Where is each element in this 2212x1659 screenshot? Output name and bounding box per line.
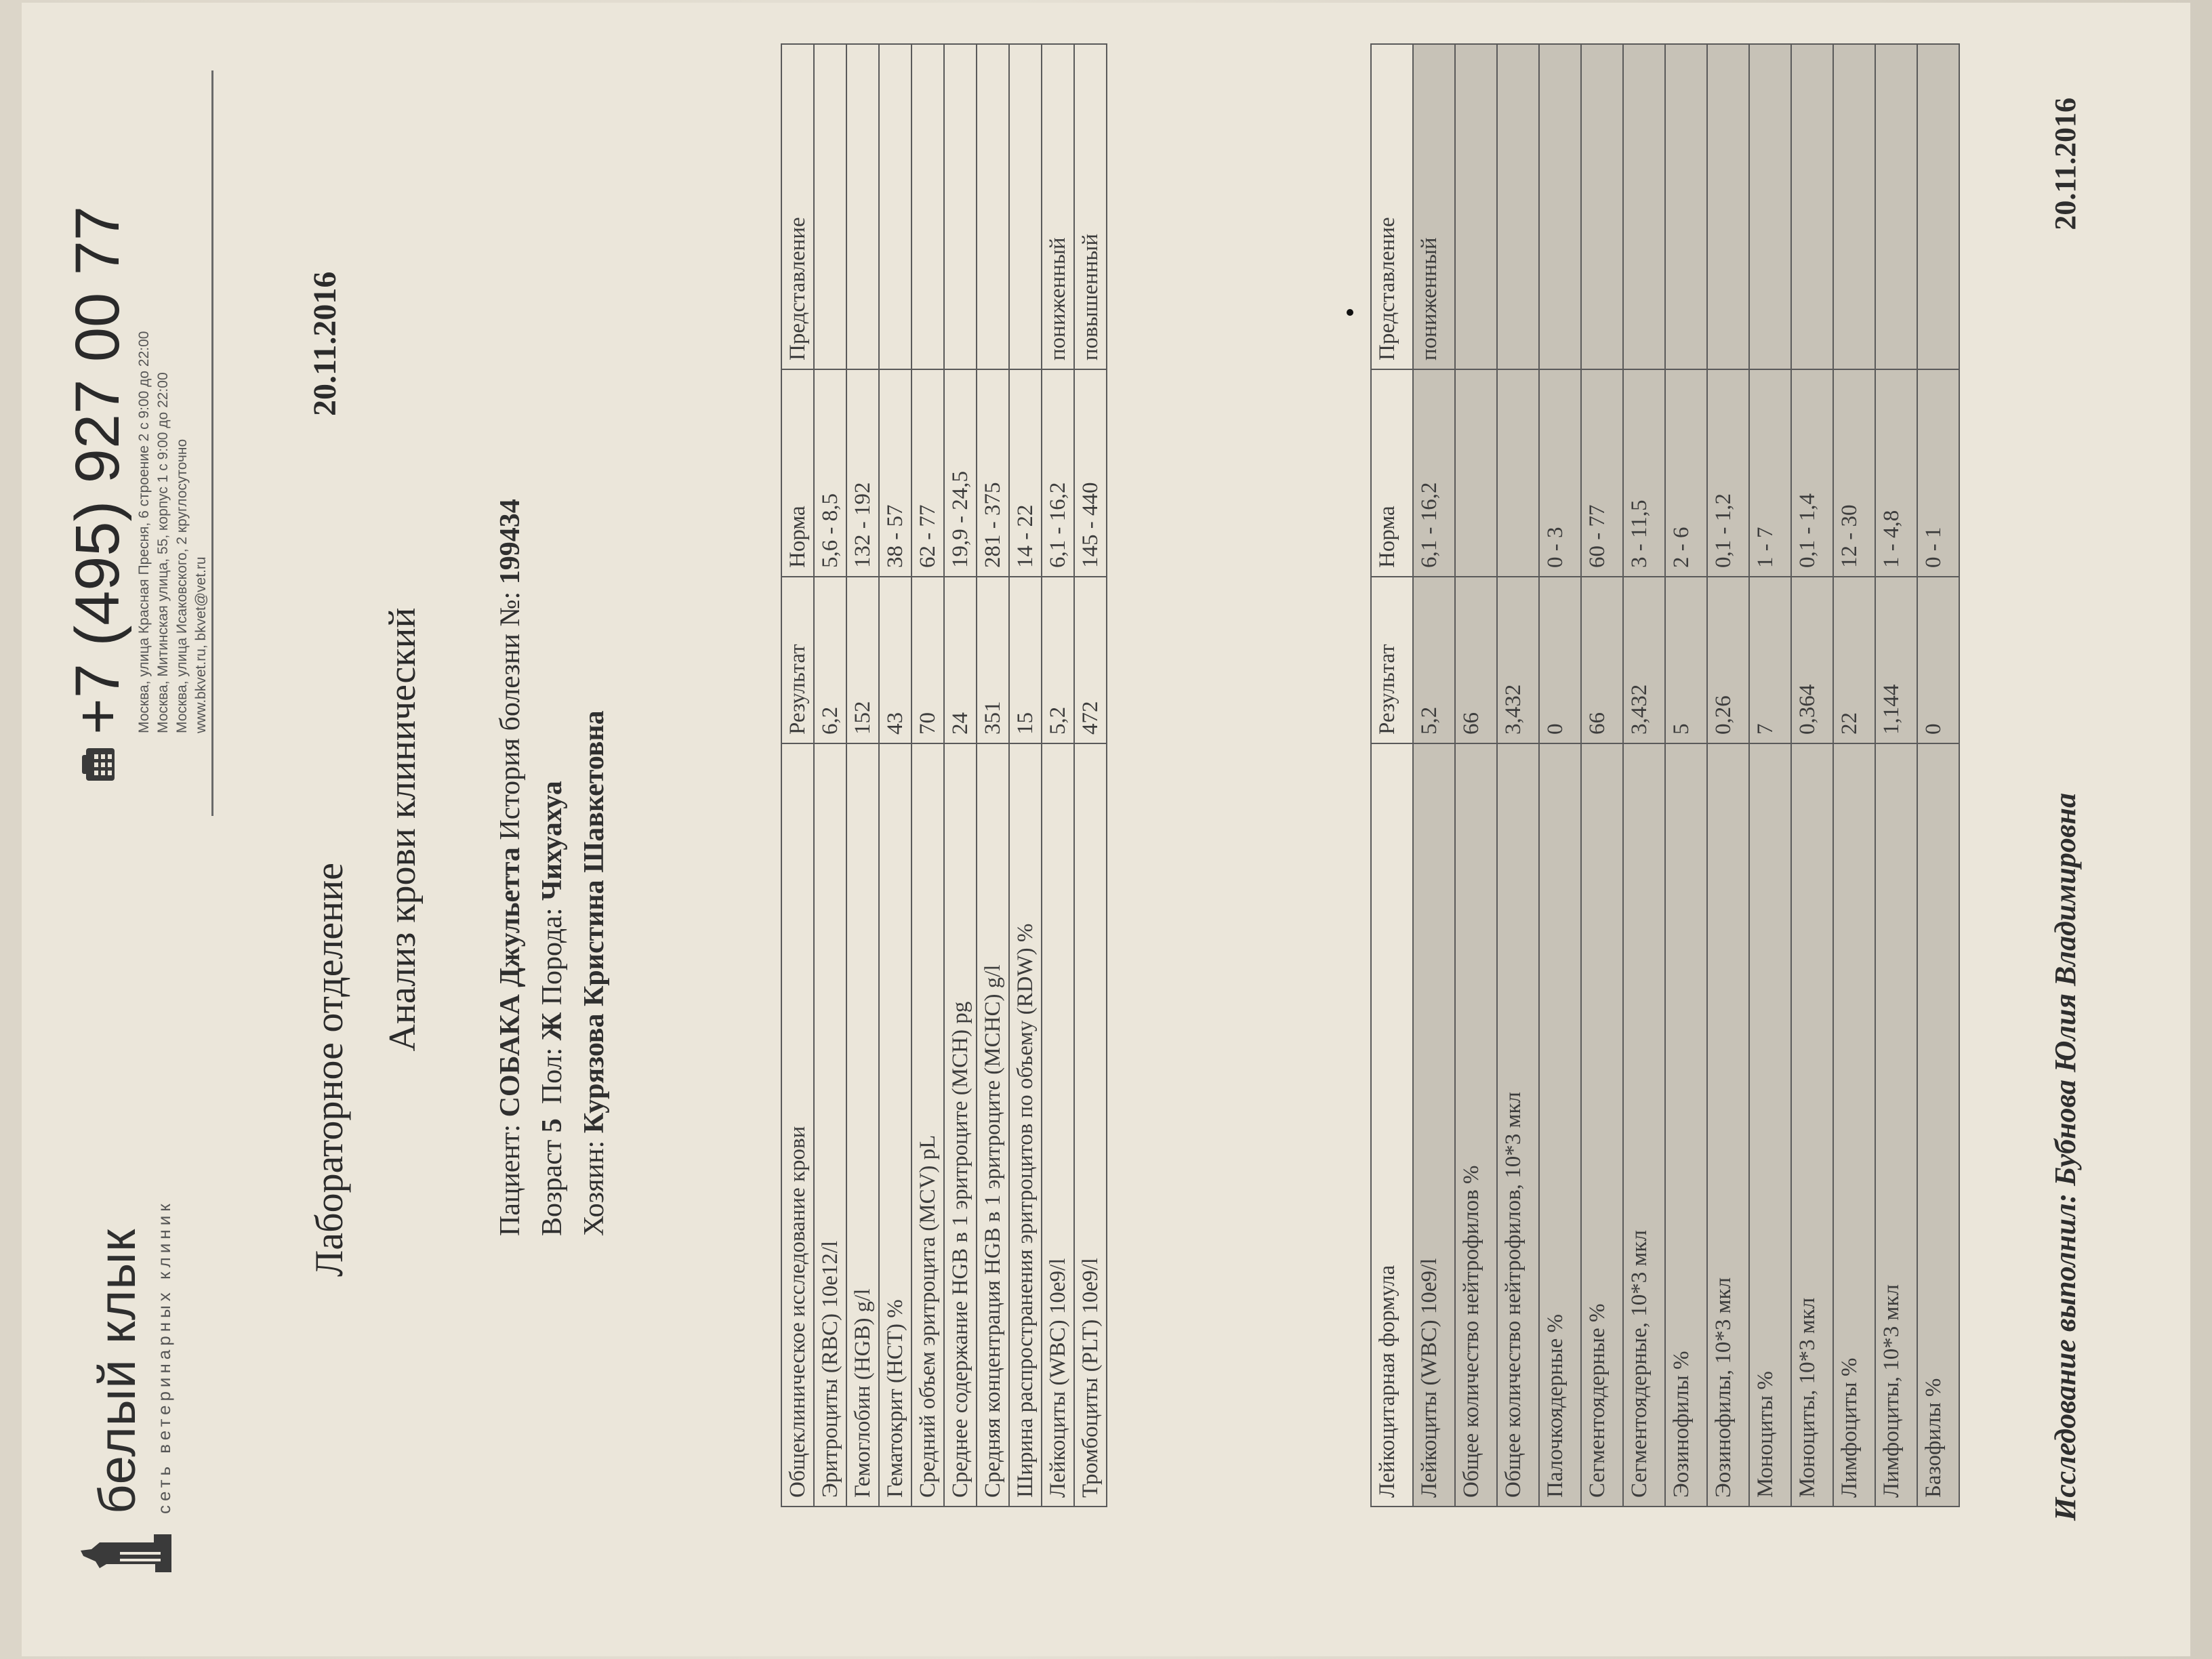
report-footer bbox=[2048, 98, 2102, 1521]
parameter-cell: Гематокрит (HCT) % bbox=[879, 743, 912, 1507]
status-cell bbox=[977, 44, 1009, 369]
norm-cell: 1 - 4,8 bbox=[1875, 369, 1917, 577]
table-row bbox=[1791, 44, 1833, 1507]
status-cell bbox=[1539, 44, 1581, 369]
column-header: Результат bbox=[781, 577, 814, 743]
result-cell: 3,432 bbox=[1623, 577, 1665, 743]
lab-report-sheet bbox=[22, 3, 2190, 1656]
column-header: Норма bbox=[781, 369, 814, 577]
owner-line bbox=[573, 499, 615, 1236]
parameter-cell: Тромбоциты (PLT) 10e9/l bbox=[1074, 743, 1107, 1507]
column-header: Результат bbox=[1371, 577, 1413, 743]
table-row bbox=[1623, 44, 1665, 1507]
address-line: Москва, Митинская улица, 55, корпус 1 с 9:00 до 22:00 bbox=[155, 372, 171, 733]
norm-cell: 14 - 22 bbox=[1009, 369, 1042, 577]
report-date: 20.11.2016 bbox=[307, 271, 343, 416]
table-row bbox=[1665, 44, 1707, 1507]
column-header: Представление bbox=[781, 44, 814, 369]
result-cell: 22 bbox=[1833, 577, 1875, 743]
norm-cell bbox=[1455, 369, 1497, 577]
norm-cell: 6,1 - 16,2 bbox=[1413, 369, 1455, 577]
performed-by: Исследование выполнил: Бубнова Юлия Владимировна bbox=[2049, 793, 2082, 1521]
status-cell bbox=[1791, 44, 1833, 369]
department-title: Лабораторное отделение bbox=[307, 863, 351, 1277]
result-cell: 66 bbox=[1455, 577, 1497, 743]
table-row bbox=[1833, 44, 1875, 1507]
patient-info bbox=[489, 499, 615, 1236]
parameter-cell: Моноциты, 10*3 мкл bbox=[1791, 743, 1833, 1507]
status-cell bbox=[1707, 44, 1749, 369]
result-cell: 0 bbox=[1539, 577, 1581, 743]
parameter-cell: Палочкоядерные % bbox=[1539, 743, 1581, 1507]
website-line: www.bkvet.ru, bkvet@vet.ru bbox=[193, 556, 209, 733]
result-cell: 66 bbox=[1581, 577, 1623, 743]
result-cell: 0,26 bbox=[1707, 577, 1749, 743]
norm-cell: 0,1 - 1,4 bbox=[1791, 369, 1833, 577]
table-row bbox=[1497, 44, 1539, 1507]
result-cell: 0 bbox=[1917, 577, 1959, 743]
table-row bbox=[1707, 44, 1749, 1507]
table-row bbox=[1749, 44, 1791, 1507]
brand-tagline: сеть ветеринарных клиник bbox=[154, 1200, 174, 1514]
status-cell bbox=[1875, 44, 1917, 369]
sex-value: Ж bbox=[537, 1012, 568, 1041]
status-cell bbox=[1665, 44, 1707, 369]
parameter-cell: Гемоглобин (HGB) g/l bbox=[846, 743, 879, 1507]
norm-cell: 3 - 11,5 bbox=[1623, 369, 1665, 577]
parameter-cell: Средняя концентрация HGB в 1 эритроците (MCHC) g/l bbox=[977, 743, 1009, 1507]
clinic-header bbox=[56, 91, 232, 1582]
norm-cell: 5,6 - 8,5 bbox=[814, 369, 846, 577]
norm-cell: 132 - 192 bbox=[846, 369, 879, 577]
result-cell: 24 bbox=[944, 577, 977, 743]
history-label: История болезни №: bbox=[495, 591, 526, 840]
address-line: Москва, улица Исаковского, 2 круглосуточно bbox=[174, 438, 190, 733]
status-cell: пониженный bbox=[1413, 44, 1455, 369]
owner-name: Курязова Кристина Шавкетовна bbox=[579, 710, 610, 1134]
parameter-cell: Лимфоциты % bbox=[1833, 743, 1875, 1507]
result-cell: 5 bbox=[1665, 577, 1707, 743]
status-cell bbox=[1497, 44, 1539, 369]
norm-cell: 281 - 375 bbox=[977, 369, 1009, 577]
table-row bbox=[1009, 44, 1042, 1507]
table-row bbox=[846, 44, 879, 1507]
history-number: 199434 bbox=[495, 499, 526, 585]
parameter-cell: Общее количество нейтрофилов, 10*3 мкл bbox=[1497, 743, 1539, 1507]
patient-name: СОБАКА Джульетта bbox=[495, 847, 526, 1118]
status-cell bbox=[1833, 44, 1875, 369]
parameter-cell: Средний объем эритроцита (MCV) pL bbox=[912, 743, 944, 1507]
table-row bbox=[814, 44, 846, 1507]
ink-mark bbox=[1347, 309, 1353, 316]
breed-value: Чихуахуа bbox=[537, 781, 568, 901]
result-cell: 5,2 bbox=[1413, 577, 1455, 743]
norm-cell: 0 - 3 bbox=[1539, 369, 1581, 577]
table-row bbox=[977, 44, 1009, 1507]
result-cell: 0,364 bbox=[1791, 577, 1833, 743]
table-row bbox=[1539, 44, 1581, 1507]
phone-row bbox=[62, 104, 134, 782]
table-header-row bbox=[781, 44, 814, 1507]
result-cell: 3,432 bbox=[1497, 577, 1539, 743]
table-row bbox=[879, 44, 912, 1507]
status-cell bbox=[1623, 44, 1665, 369]
parameter-cell: Среднее содержание HGB в 1 эритроците (MCH) pg bbox=[944, 743, 977, 1507]
patient-details-line bbox=[531, 499, 573, 1236]
general-table-body bbox=[814, 44, 1107, 1507]
status-cell bbox=[1917, 44, 1959, 369]
parameter-cell: Моноциты % bbox=[1749, 743, 1791, 1507]
status-cell bbox=[879, 44, 912, 369]
age-value: 5 bbox=[537, 1118, 568, 1133]
norm-cell: 60 - 77 bbox=[1581, 369, 1623, 577]
address-line: Москва, улица Красная Пресня, 6 строение 2 с 9:00 до 22:00 bbox=[136, 331, 152, 733]
norm-cell: 6,1 - 16,2 bbox=[1042, 369, 1074, 577]
column-header: Общеклиническое исследование крови bbox=[781, 743, 814, 1507]
result-cell: 1,144 bbox=[1875, 577, 1917, 743]
table-row bbox=[1042, 44, 1074, 1507]
result-cell: 5,2 bbox=[1042, 577, 1074, 743]
status-cell bbox=[1749, 44, 1791, 369]
table-row bbox=[1875, 44, 1917, 1507]
parameter-cell: Лимфоциты, 10*3 мкл bbox=[1875, 743, 1917, 1507]
parameter-cell: Лейкоциты (WBC) 10e9/l bbox=[1413, 743, 1455, 1507]
result-cell: 15 bbox=[1009, 577, 1042, 743]
result-cell: 472 bbox=[1074, 577, 1107, 743]
owner-label: Хозяин: bbox=[579, 1140, 610, 1236]
parameter-cell: Эритроциты (RBC) 10e12/l bbox=[814, 743, 846, 1507]
table-row bbox=[1413, 44, 1455, 1507]
patient-line bbox=[489, 499, 531, 1236]
parameter-cell: Общее количество нейтрофилов % bbox=[1455, 743, 1497, 1507]
norm-cell: 0,1 - 1,2 bbox=[1707, 369, 1749, 577]
status-cell bbox=[944, 44, 977, 369]
phone-icon bbox=[81, 747, 116, 782]
leukocyte-formula-table bbox=[1370, 43, 1960, 1507]
parameter-cell: Сегментоядерные, 10*3 мкл bbox=[1623, 743, 1665, 1507]
status-cell bbox=[1455, 44, 1497, 369]
patient-label: Пациент: bbox=[495, 1124, 526, 1236]
status-cell: повышенный bbox=[1074, 44, 1107, 369]
table-row bbox=[1917, 44, 1959, 1507]
table-row bbox=[1581, 44, 1623, 1507]
result-cell: 351 bbox=[977, 577, 1009, 743]
norm-cell: 145 - 440 bbox=[1074, 369, 1107, 577]
parameter-cell: Сегментоядерные % bbox=[1581, 743, 1623, 1507]
norm-cell: 62 - 77 bbox=[912, 369, 944, 577]
status-cell bbox=[814, 44, 846, 369]
contact-block bbox=[62, 104, 209, 782]
result-cell: 152 bbox=[846, 577, 879, 743]
result-cell: 6,2 bbox=[814, 577, 846, 743]
parameter-cell: Лейкоциты (WBC) 10e9/l bbox=[1042, 743, 1074, 1507]
column-header: Норма bbox=[1371, 369, 1413, 577]
footer-date: 20.11.2016 bbox=[2049, 98, 2082, 230]
column-header: Представление bbox=[1371, 44, 1413, 369]
table-row bbox=[1074, 44, 1107, 1507]
age-label: Возраст bbox=[537, 1139, 568, 1236]
result-cell: 7 bbox=[1749, 577, 1791, 743]
result-cell: 43 bbox=[879, 577, 912, 743]
brand-name: белый клык bbox=[89, 1228, 146, 1514]
general-blood-table bbox=[781, 43, 1107, 1507]
status-cell bbox=[1009, 44, 1042, 369]
result-cell: 70 bbox=[912, 577, 944, 743]
breed-label: Порода: bbox=[537, 907, 568, 1006]
phone-number: +7 (495) 927 00 77 bbox=[63, 205, 132, 735]
table-row bbox=[944, 44, 977, 1507]
norm-cell: 12 - 30 bbox=[1833, 369, 1875, 577]
norm-cell: 19,9 - 24,5 bbox=[944, 369, 977, 577]
status-cell bbox=[846, 44, 879, 369]
norm-cell: 2 - 6 bbox=[1665, 369, 1707, 577]
table-row bbox=[1455, 44, 1497, 1507]
table-row bbox=[912, 44, 944, 1507]
norm-cell: 1 - 7 bbox=[1749, 369, 1791, 577]
parameter-cell: Эозинофилы, 10*3 мкл bbox=[1707, 743, 1749, 1507]
status-cell bbox=[1581, 44, 1623, 369]
status-cell: пониженный bbox=[1042, 44, 1074, 369]
header-divider bbox=[211, 70, 213, 816]
parameter-cell: Эозинофилы % bbox=[1665, 743, 1707, 1507]
parameter-cell: Базофилы % bbox=[1917, 743, 1959, 1507]
column-header: Лейкоцитарная формула bbox=[1371, 743, 1413, 1507]
norm-cell: 0 - 1 bbox=[1917, 369, 1959, 577]
dog-logo-icon bbox=[79, 1528, 174, 1582]
parameter-cell: Ширина распространения эритроцитов по объему (RDW) % bbox=[1009, 743, 1042, 1507]
norm-cell: 38 - 57 bbox=[879, 369, 912, 577]
sex-label: Пол: bbox=[537, 1047, 568, 1105]
table-header-row bbox=[1371, 44, 1413, 1507]
leukocyte-table-body bbox=[1413, 44, 1959, 1507]
status-cell bbox=[912, 44, 944, 369]
analysis-title: Анализ крови клинический bbox=[382, 607, 424, 1052]
norm-cell bbox=[1497, 369, 1539, 577]
